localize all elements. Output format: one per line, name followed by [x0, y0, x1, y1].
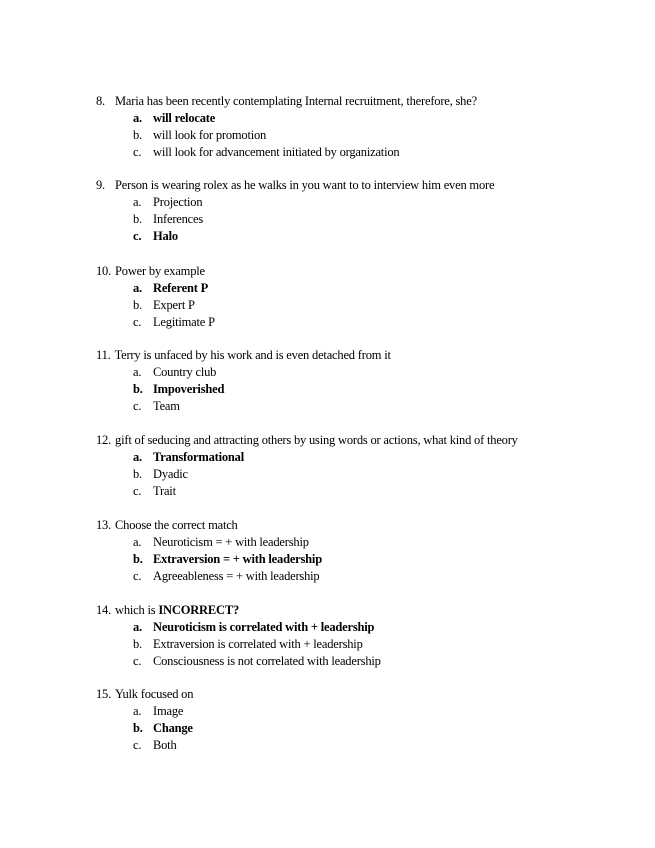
option-b	[133, 381, 636, 398]
option-text: Legitimate P	[153, 315, 215, 329]
question-text: Power by example	[115, 264, 205, 278]
option-a	[133, 110, 636, 127]
option-c	[133, 314, 636, 331]
option-a	[133, 534, 636, 551]
option-text: will relocate	[153, 111, 216, 125]
option-a	[133, 449, 636, 466]
option-text: Referent P	[153, 281, 209, 295]
option-c	[133, 483, 636, 500]
question-11	[96, 347, 636, 415]
option-letter: b.	[133, 212, 142, 226]
option-letter: c.	[133, 654, 142, 668]
option-b	[133, 466, 636, 483]
question-text: gift of seducing and attracting others by using words or actions, what kind of theory	[115, 433, 518, 447]
option-text: Both	[153, 738, 177, 752]
option-letter: b.	[133, 467, 142, 481]
option-c	[133, 653, 636, 670]
question-10	[96, 263, 636, 331]
question-text-emphasis: INCORRECT?	[158, 603, 240, 617]
option-a	[133, 364, 636, 381]
question-9	[96, 177, 636, 245]
question-stem	[96, 517, 636, 534]
option-b	[133, 636, 636, 653]
option-letter: c.	[133, 484, 142, 498]
question-12	[96, 432, 636, 500]
options-list	[133, 110, 636, 161]
option-text: Neuroticism = + with leadership	[153, 535, 309, 549]
option-letter: a.	[133, 450, 142, 464]
option-a	[133, 619, 636, 636]
option-text: Inferences	[153, 212, 204, 226]
options-list	[133, 703, 636, 754]
question-stem	[96, 347, 636, 364]
option-text: Country club	[153, 365, 217, 379]
question-14	[96, 602, 636, 670]
option-letter: a.	[133, 535, 142, 549]
option-text: Extraversion is correlated with + leadership	[153, 637, 363, 651]
options-list	[133, 449, 636, 500]
question-8	[96, 93, 636, 161]
question-stem	[96, 432, 636, 449]
question-number: 12.	[96, 433, 112, 447]
option-letter: a.	[133, 111, 142, 125]
option-text: Trait	[153, 484, 176, 498]
option-text: Dyadic	[153, 467, 188, 481]
option-letter: c.	[133, 399, 142, 413]
question-number: 11.	[96, 348, 111, 362]
option-letter: c.	[133, 569, 142, 583]
option-text: Transformational	[153, 450, 245, 464]
question-number: 14.	[96, 603, 112, 617]
option-c	[133, 737, 636, 754]
option-c	[133, 398, 636, 415]
options-list	[133, 364, 636, 415]
option-letter: c.	[133, 145, 142, 159]
options-list	[133, 619, 636, 670]
option-text: Agreeableness = + with leadership	[153, 569, 320, 583]
question-text: Person is wearing rolex as he walks in you want to to interview him even more	[115, 178, 495, 192]
option-letter: b.	[133, 128, 142, 142]
question-text: Maria has been recently contemplating Internal recruitment, therefore, she?	[115, 94, 477, 108]
option-letter: b.	[133, 298, 142, 312]
option-b	[133, 127, 636, 144]
option-text: Impoverished	[153, 382, 225, 396]
question-number: 8.	[96, 94, 105, 108]
question-text: Choose the correct match	[115, 518, 238, 532]
option-text: Extraversion = + with leadership	[153, 552, 322, 566]
option-text: Projection	[153, 195, 203, 209]
question-stem	[96, 177, 636, 194]
options-list	[133, 280, 636, 331]
option-c	[133, 568, 636, 585]
question-text: which is	[115, 603, 156, 617]
option-letter: a.	[133, 195, 142, 209]
option-c	[133, 144, 636, 161]
option-b	[133, 297, 636, 314]
option-letter: b.	[133, 552, 143, 566]
options-list	[133, 534, 636, 585]
option-text: Team	[153, 399, 180, 413]
question-number: 10.	[96, 264, 112, 278]
option-letter: a.	[133, 704, 142, 718]
option-letter: c.	[133, 229, 142, 243]
option-text: Neuroticism is correlated with + leadership	[153, 620, 375, 634]
option-text: Consciousness is not correlated with leadership	[153, 654, 381, 668]
option-letter: b.	[133, 721, 143, 735]
option-text: Halo	[153, 229, 178, 243]
option-text: Image	[153, 704, 184, 718]
options-list	[133, 194, 636, 245]
option-letter: b.	[133, 637, 142, 651]
question-stem	[96, 686, 636, 703]
option-a	[133, 194, 636, 211]
option-letter: c.	[133, 738, 142, 752]
option-a	[133, 703, 636, 720]
option-text: will look for advancement initiated by organization	[153, 145, 400, 159]
question-number: 15.	[96, 687, 112, 701]
question-15	[96, 686, 636, 754]
question-13	[96, 517, 636, 585]
option-c	[133, 228, 636, 245]
option-a	[133, 280, 636, 297]
question-number: 9.	[96, 178, 105, 192]
option-text: will look for promotion	[153, 128, 267, 142]
option-text: Expert P	[153, 298, 195, 312]
option-letter: c.	[133, 315, 142, 329]
option-letter: a.	[133, 281, 142, 295]
question-stem	[96, 263, 636, 280]
option-b	[133, 551, 636, 568]
question-stem	[96, 93, 636, 110]
option-b	[133, 211, 636, 228]
option-text: Change	[153, 721, 193, 735]
option-letter: a.	[133, 365, 142, 379]
option-letter: b.	[133, 382, 143, 396]
option-b	[133, 720, 636, 737]
question-text: Yulk focused on	[115, 687, 194, 701]
question-text: Terry is unfaced by his work and is even detached from it	[114, 348, 391, 362]
question-stem	[96, 602, 636, 619]
question-number: 13.	[96, 518, 112, 532]
option-letter: a.	[133, 620, 142, 634]
